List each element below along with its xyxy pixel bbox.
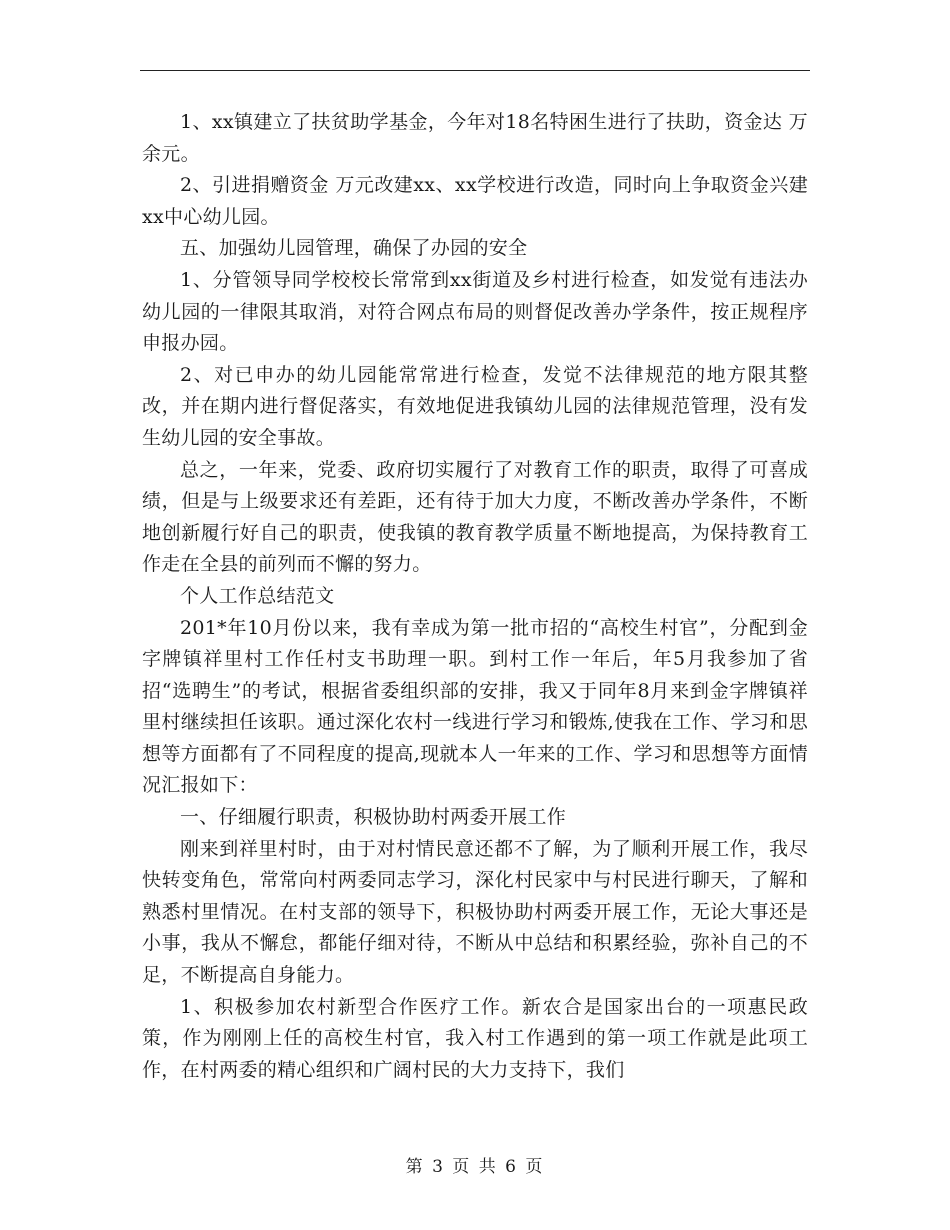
paragraph: 1、xx镇建立了扶贫助学基金，今年对18名特困生进行了扶助，资金达 万余元。 — [142, 111, 808, 165]
section-heading: 一、仔细履行职责，积极协助村两委开展工作 — [180, 806, 567, 829]
document-body — [142, 107, 808, 1086]
document-title: 个人工作总结范文 — [180, 584, 335, 607]
paragraph: 总之，一年来，党委、政府切实履行了对教育工作的职责，取得了可喜成绩，但是与上级要求还有差距，还有待于加大力度，不断改善办学条件，不断地创新履行好自己的职责，使我镇的教育教学质量不断地提高，为保持教育工作走在全县的前列而不懈的努力。 — [142, 458, 808, 576]
page-number: 第 3 页 共 6 页 — [405, 1157, 545, 1177]
paragraph: 1、积极参加农村新型合作医疗工作。新农合是国家出台的一项惠民政策，作为刚刚上任的高校生村官，我入村工作遇到的第一项工作就是此项工作，在村两委的精心组织和广阔村民的大力支持下，我们 — [142, 995, 808, 1081]
paragraph: 2、对已申办的幼儿园能常常进行检查，发觉不法律规范的地方限其整改，并在期内进行督促落实，有效地促进我镇幼儿园的法律规范管理，没有发生幼儿园的安全事故。 — [142, 363, 808, 449]
paragraph: 刚来到祥里村时，由于对村情民意还都不了解，为了顺利开展工作，我尽快转变角色，常常向村两委同志学习，深化村民家中与村民进行聊天，了解和熟悉村里情况。在村支部的领导下，积极协助村两委开展工作，无论大事还是小事，我从不懈怠，都能仔细对待，不断从中总结和积累经验，弥补自己的不足，不断提高自身能力。 — [142, 837, 808, 987]
section-heading: 五、加强幼儿园管理，确保了办园的安全 — [180, 237, 528, 260]
paragraph: 1、分管领导同学校校长常常到xx街道及乡村进行检查，如发觉有违法办幼儿园的一律限其取消，对符合网点布局的则督促改善办学条件，按正规程序申报办园。 — [142, 268, 808, 355]
header-rule — [140, 70, 810, 71]
paragraph: 201*年10月份以来，我有幸成为第一批市招的“高校生村官”，分配到金字牌镇祥里村工作任村支书助理一职。到村工作一年后，年5月我参加了省招“选聘生”的考试，根据省委组织部的安排，我又于同年8月来到金字牌镇祥里村继续担任该职。通过深化农村一线进行学习和锻炼,使我在工作、学习和思想等方面都有了不同程度的提高,现就本人一年来的工作、学习和思想等方面情况汇报如下： — [142, 616, 808, 797]
paragraph: 2、引进捐赠资金 万元改建xx、xx学校进行改造，同时向上争取资金兴建xx中心幼儿园。 — [142, 174, 808, 228]
